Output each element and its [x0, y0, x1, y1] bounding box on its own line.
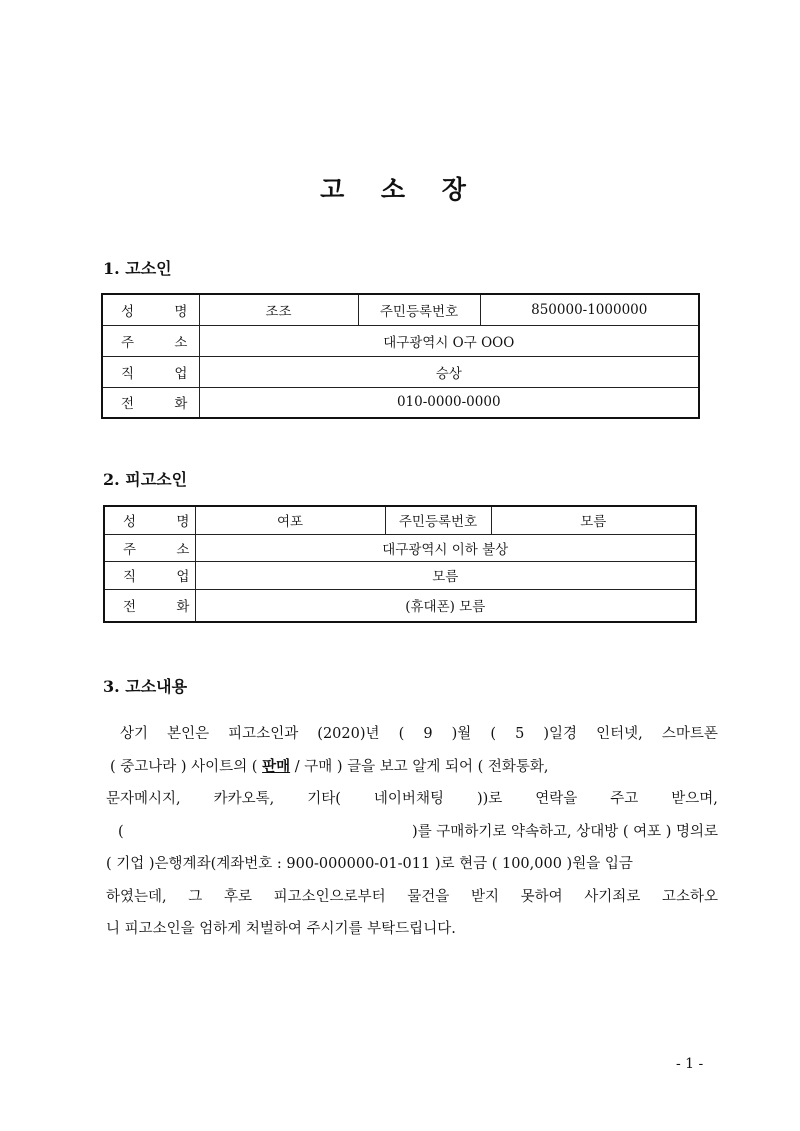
complaint-line-2: ( 중고나라 ) 사이트의 ( 판매 / 구매 ) 글을 보고 알게 되어 ( 전화통화, — [106, 751, 718, 784]
address-label: 주 소 — [104, 534, 195, 561]
job-label: 직 업 — [104, 561, 195, 589]
defendant-id-number: 모름 — [491, 506, 696, 534]
id-label: 주민등록번호 — [385, 506, 491, 534]
job-label: 직 업 — [102, 356, 199, 387]
phone-label: 전 화 — [104, 589, 195, 622]
complaint-line-5: ( 기업 )은행계좌(계좌번호 : 900-000000-01-011 )로 현금 ( 100,000 )원을 입금 — [106, 856, 633, 872]
complaint-line-6: 하였는데, 그 후로 피고소인으로부터 물건을 받지 못하여 사기죄로 고소하오 — [106, 888, 718, 905]
defendant-address: 대구광역시 이하 불상 — [195, 534, 696, 561]
complainant-phone: 010-0000-0000 — [199, 387, 699, 418]
complainant-address: 대구광역시 O구 OOO — [199, 325, 699, 356]
complainant-heading: 1. 고소인 — [103, 259, 172, 278]
complaint-line-4: ( )를 구매하기로 약속하고, 상대방 ( 여포 ) 명의로 — [118, 823, 718, 840]
address-label: 주 소 — [102, 325, 199, 356]
defendant-name: 여포 — [195, 506, 385, 534]
name-label: 성 명 — [102, 294, 199, 325]
defendant-job: 모름 — [195, 561, 696, 589]
complaint-line-7: 니 피고소인을 엄하게 처벌하여 주시기를 부탁드립니다. — [106, 921, 456, 937]
complainant-name: 조조 — [199, 294, 358, 325]
defendant-table — [103, 505, 697, 623]
document-title: 고 소 장 — [320, 175, 480, 204]
page-number: - 1 - — [676, 1056, 704, 1072]
complaint-line-3: 문자메시지, 카카오톡, 기타( 네이버채팅 ))로 연락을 주고 받으며, — [106, 791, 718, 807]
complainant-job: 승상 — [199, 356, 699, 387]
defendant-heading: 2. 피고소인 — [103, 470, 188, 489]
complaint-body — [106, 718, 718, 946]
complainant-id-number: 850000-1000000 — [480, 294, 699, 325]
sale-option: 판매 — [262, 757, 291, 775]
id-label: 주민등록번호 — [358, 294, 480, 325]
defendant-phone: (휴대폰) 모름 — [195, 589, 696, 622]
complainant-table — [101, 293, 700, 419]
name-label: 성 명 — [104, 506, 195, 534]
complaint-line-1: 상기 본인은 피고소인과 (2020)년 ( 9 )월 ( 5 )일경 인터넷, 스마트폰 — [120, 726, 718, 742]
complaint-heading: 3. 고소내용 — [103, 677, 188, 696]
phone-label: 전 화 — [102, 387, 199, 418]
